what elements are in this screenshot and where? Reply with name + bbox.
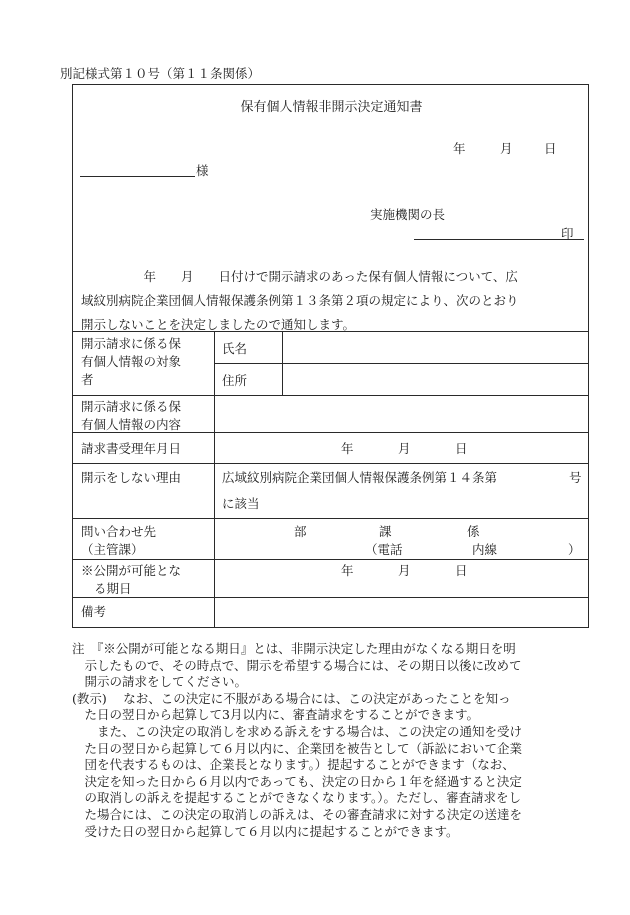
body-line: 開示しないことを決定しましたので通知します。 bbox=[81, 317, 356, 332]
issuer-title: 実施機関の長 bbox=[370, 207, 446, 222]
contact-unit-label: 係 bbox=[467, 524, 480, 539]
contact-phone-label: （電話 bbox=[365, 542, 403, 557]
addressee-blank-line bbox=[80, 176, 195, 177]
disclosure-date-label bbox=[81, 562, 181, 598]
addressee-suffix: 様 bbox=[196, 163, 209, 178]
note-line: 受けた日の翌日から起算して６月以内に提起することができます。 bbox=[72, 823, 459, 839]
disclosure-label-line: る期日 bbox=[94, 581, 132, 596]
notice-body bbox=[81, 265, 584, 337]
content-label bbox=[81, 398, 181, 434]
notice-form bbox=[72, 84, 589, 628]
remarks-label: 備考 bbox=[81, 604, 107, 619]
received-day-label: 日 bbox=[455, 441, 468, 456]
subject-label-line: 開示請求に係る保 bbox=[81, 336, 182, 351]
note-line: た日の翌日から起算して3月以内に、審査請求をすることができます。 bbox=[72, 707, 479, 723]
document-title: 保有個人情報非開示決定通知書 bbox=[240, 100, 423, 115]
disclosure-label-line: ※公開が可能とな bbox=[81, 563, 182, 578]
issue-day-label: 日 bbox=[544, 141, 557, 156]
contact-extension-label: 内線 bbox=[472, 542, 498, 557]
content-label-line: 開示請求に係る保 bbox=[81, 399, 182, 414]
subject-label-line: 者 bbox=[81, 372, 94, 387]
issue-month-label: 月 bbox=[500, 141, 513, 156]
note-line: また、この決定の取消しを求める訴えをする場合は、この決定の通知を受け bbox=[72, 723, 523, 739]
contact-label bbox=[81, 523, 156, 559]
note-line: の取消しの訴えを提起することができなくなります。）。ただし、審査請求をし bbox=[72, 790, 522, 806]
contact-label-line: 問い合わせ先 bbox=[81, 524, 157, 539]
contact-section-label: 課 bbox=[379, 524, 392, 539]
note-line: 示したもので、その時点で、開示を希望する場合には、その期日以後に改めて bbox=[72, 657, 522, 673]
note-line: 開示の請求をしてください。 bbox=[72, 674, 248, 690]
note-line: 団を代表するものは、企業長となります。）提起することができます（なお、 bbox=[72, 757, 515, 773]
name-label: 氏名 bbox=[222, 341, 248, 356]
note-line: 決定を知った日から６月以内であっても、決定の日から１年を経過すると決定 bbox=[72, 773, 522, 789]
note-line: た日の翌日から起算して６月以内に、企業団を被告として（訴訟において企業 bbox=[72, 740, 523, 756]
issue-year-label: 年 bbox=[453, 141, 466, 156]
disclosure-day-label: 日 bbox=[455, 563, 468, 578]
reason-item-suffix: 号 bbox=[569, 470, 582, 485]
body-line: 域紋別病院企業団個人情報保護条例第１３条第２項の規定により、次のとおり bbox=[81, 293, 519, 308]
note-line: (教示) なお、この決定に不服がある場合には、この決定があったことを知っ bbox=[72, 690, 511, 706]
reason-label: 開示をしない理由 bbox=[81, 470, 182, 485]
notes-section bbox=[72, 641, 592, 840]
contact-label-line: （主管課） bbox=[81, 542, 144, 557]
contact-dept-label: 部 bbox=[294, 524, 307, 539]
note-line: 注 『※公開が可能となる期日』とは、非開示決定した理由がなくなる期日を明 bbox=[72, 641, 516, 656]
reason-text-2: に該当 bbox=[222, 496, 260, 511]
reason-text: 広域紋別病院企業団個人情報保護条例第１４条第 bbox=[222, 470, 498, 485]
contact-close-paren: ） bbox=[568, 542, 581, 557]
seal-mark: 印 bbox=[561, 226, 574, 241]
issue-date bbox=[453, 139, 466, 157]
subject-label bbox=[81, 335, 207, 389]
content-label-line: 有個人情報の内容 bbox=[81, 417, 182, 432]
received-year-label: 年 bbox=[341, 441, 354, 456]
form-number-label: 別記様式第１０号（第１１条関係） bbox=[60, 66, 261, 81]
received-date-label: 請求書受理年月日 bbox=[81, 441, 182, 456]
address-label: 住所 bbox=[222, 373, 248, 388]
note-line: た場合には、この決定の取消しの訴えは、その審査請求に対する決定の送達を bbox=[72, 806, 523, 822]
body-line: 年 月 日付けで開示請求のあった保有個人情報について、広 bbox=[81, 269, 518, 284]
disclosure-year-label: 年 bbox=[341, 563, 354, 578]
subject-label-line: 有個人情報の対象 bbox=[81, 354, 182, 369]
issuer-signature-line bbox=[414, 239, 584, 240]
received-month-label: 月 bbox=[398, 441, 411, 456]
disclosure-month-label: 月 bbox=[398, 563, 411, 578]
